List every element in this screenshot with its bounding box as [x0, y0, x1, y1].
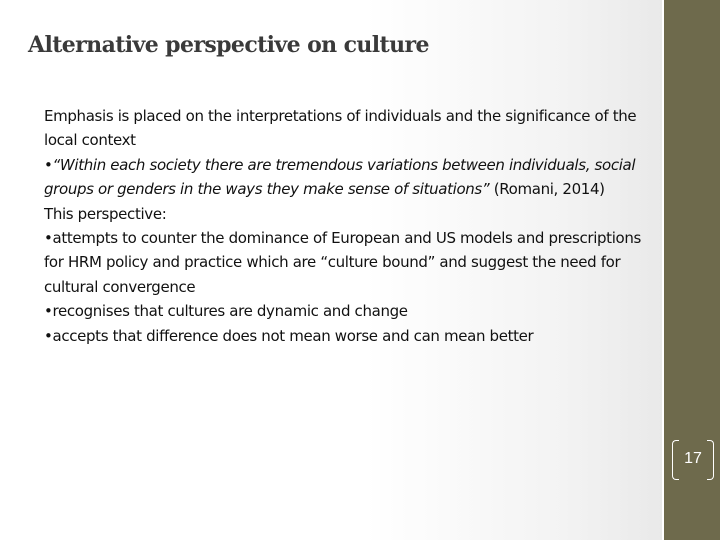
bullet-marker: •	[44, 155, 53, 174]
slide-title: Alternative perspective on culture	[28, 32, 429, 58]
citation: (Romani, 2014)	[493, 180, 605, 199]
bullet-item-difference: •accepts that difference does not mean worse and can mean better	[44, 326, 534, 345]
quote-text: “Within each society there are tremendous variations between individuals, social groups or genders in the ways they make sense of situations”	[44, 155, 636, 199]
bullet-item-counter-dominance: •attempts to counter the dominance of European and US models and prescriptions for HRM policy and practice which are “culture bound” and suggest the need for cultural convergence	[44, 229, 641, 296]
slide-body	[44, 104, 656, 348]
bullet-item-dynamic-cultures: •recognises that cultures are dynamic and change	[44, 302, 408, 321]
body-paragraph-quote	[44, 153, 656, 202]
body-paragraph-perspective-heading: This perspective:	[44, 204, 167, 223]
body-paragraph-emphasis: Emphasis is placed on the interpretations of individuals and the significance of the local context	[44, 107, 637, 150]
page-number-box	[672, 440, 714, 480]
page-number: 17	[684, 450, 702, 467]
